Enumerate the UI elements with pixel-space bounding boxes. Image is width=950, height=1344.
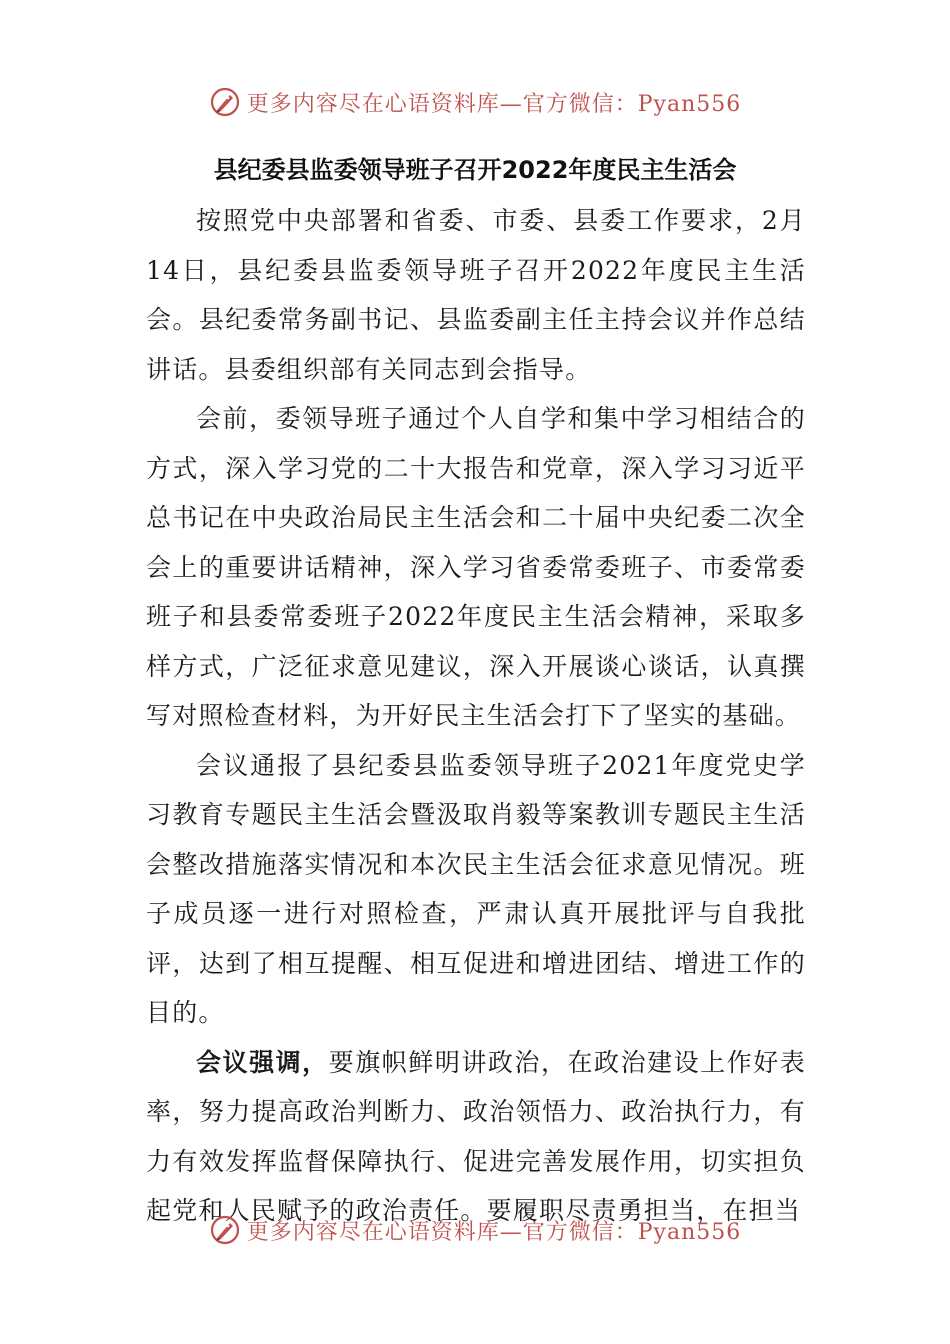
paragraph-1: 按照党中央部署和省委、市委、县委工作要求，2月14日，县纪委县监委领导班子召开2022年度民主生活会。县纪委常务副书记、县监委副主任主持会议并作总结讲话。县委组织部有关同志到会指导。	[146, 206, 806, 384]
paragraph-3: 会议通报了县纪委县监委领导班子2021年度党史学习教育专题民主生活会暨汲取肖毅等案教训专题民主生活会整改措施落实情况和本次民主生活会征求意见情况。班子成员逐一进行对照检查，严肃认真开展批评与自我批评，达到了相互提醒、相互促进和增进团结、增进工作的目的。	[146, 750, 806, 1027]
paragraph-4	[146, 1038, 806, 1236]
paragraph-4-lead: 会议强调，	[196, 1047, 329, 1077]
pen-nib-logo-icon	[209, 86, 241, 118]
header-watermark-banner	[0, 82, 950, 122]
pen-nib-logo-icon	[209, 1214, 241, 1246]
paragraph-2: 会前，委领导班子通过个人自学和集中学习相结合的方式，深入学习党的二十大报告和党章，深入学习习近平总书记在中央政治局民主生活会和二十届中央纪委二次全会上的重要讲话精神，深入学习省委常委班子、市委常委班子和县委常委班子2022年度民主生活会精神，采取多样方式，广泛征求意见建议，深入开展谈心谈话，认真撰写对照检查材料，为开好民主生活会打下了坚实的基础。	[146, 404, 806, 730]
document-body	[146, 196, 806, 1236]
watermark-text: 更多内容尽在心语资料库—官方微信：Pyan556	[246, 1219, 742, 1245]
watermark-text: 更多内容尽在心语资料库—官方微信：Pyan556	[246, 91, 742, 117]
document-title: 县纪委县监委领导班子召开2022年度民主生活会	[213, 156, 737, 184]
paragraph-4-text: 要旗帜鲜明讲政治，在政治建设上作好表率，努力提高政治判断力、政治领悟力、政治执行力，有力有效发挥监督保障执行、促进完善发展作用，切实担负起党和人民赋予的政治责任。要履职尽责勇担当，在担当	[146, 1047, 806, 1225]
footer-watermark-banner	[0, 1210, 950, 1250]
